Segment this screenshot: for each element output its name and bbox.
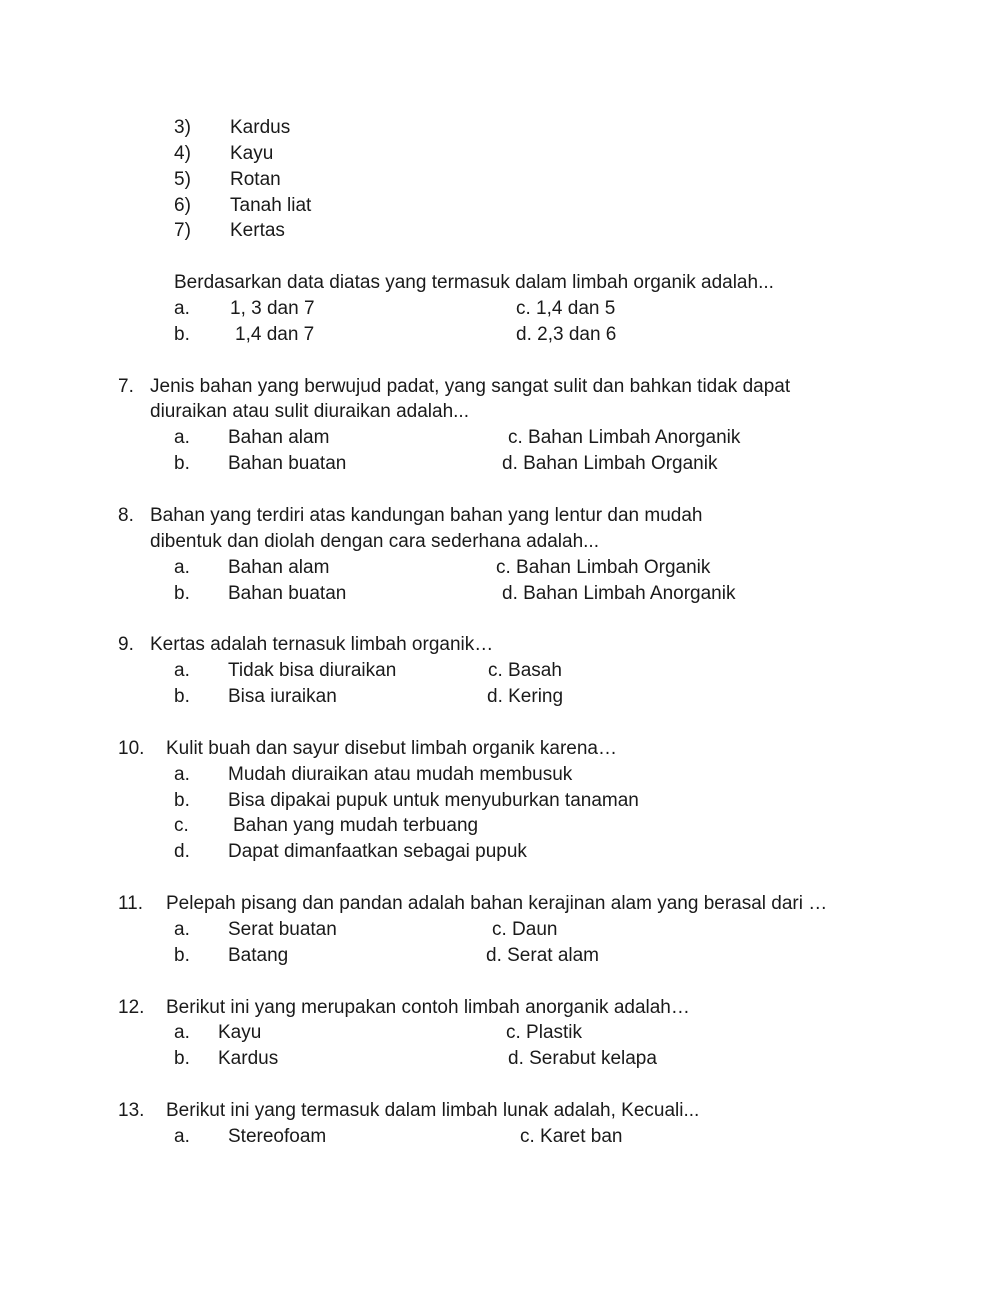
question-stem: Berikut ini yang termasuk dalam limbah lunak adalah, Kecuali... xyxy=(166,1100,700,1121)
option-c: Bahan yang mudah terbuang xyxy=(233,815,479,836)
question-stem: Berikut ini yang merupakan contoh limbah anorganik adalah… xyxy=(166,997,690,1018)
option-c: c. Bahan Limbah Organik xyxy=(496,557,711,578)
option-letter: a. xyxy=(174,1022,190,1043)
option-letter: a. xyxy=(174,427,190,448)
question-number: 7. xyxy=(118,376,134,397)
question-stem: Kulit buah dan sayur disebut limbah organik karena… xyxy=(166,738,617,759)
option-a: Tidak bisa diuraikan xyxy=(228,660,397,681)
option-d: d. Serabut kelapa xyxy=(508,1048,657,1069)
option-b: Bahan buatan xyxy=(228,583,347,604)
option-letter: b. xyxy=(174,686,190,707)
option-letter: a. xyxy=(174,919,190,940)
option-letter: b. xyxy=(174,583,190,604)
question-number: 9. xyxy=(118,634,134,655)
option-letter: a. xyxy=(174,298,190,319)
question-stem: Pelepah pisang dan pandan adalah bahan kerajinan alam yang berasal dari … xyxy=(166,893,828,914)
question-number: 12. xyxy=(118,997,145,1018)
option-d: d. Bahan Limbah Anorganik xyxy=(502,583,736,604)
list-item: Tanah liat xyxy=(230,195,312,216)
option-letter: b. xyxy=(174,945,190,966)
option-b: Batang xyxy=(228,945,289,966)
option-d: d. Serat alam xyxy=(486,945,599,966)
question-number: 10. xyxy=(118,738,145,759)
option-letter: a. xyxy=(174,557,190,578)
list-item: Kardus xyxy=(230,117,291,138)
list-item: Kertas xyxy=(230,220,285,241)
option-c: c. Bahan Limbah Anorganik xyxy=(508,427,741,448)
list-item: Rotan xyxy=(230,169,281,190)
option-a: Serat buatan xyxy=(228,919,337,940)
option-letter: b. xyxy=(174,790,190,811)
option-d: d. 2,3 dan 6 xyxy=(516,324,617,345)
option-d: d. Bahan Limbah Organik xyxy=(502,453,718,474)
option-letter: a. xyxy=(174,764,190,785)
list-item: Kayu xyxy=(230,143,274,164)
option-b: Bisa dipakai pupuk untuk menyuburkan tanaman xyxy=(228,790,639,811)
option-letter: b. xyxy=(174,453,190,474)
option-a: Mudah diuraikan atau mudah membusuk xyxy=(228,764,573,785)
option-b: Bisa iuraikan xyxy=(228,686,337,707)
option-c: c. 1,4 dan 5 xyxy=(516,298,616,319)
question-stem: Bahan yang terdiri atas kandungan bahan yang lentur dan mudah xyxy=(150,505,703,526)
list-number: 6) xyxy=(174,195,191,216)
option-letter: b. xyxy=(174,324,190,345)
option-d: d. Kering xyxy=(487,686,564,707)
question-number: 11. xyxy=(118,893,144,914)
option-a: Stereofoam xyxy=(228,1126,327,1147)
option-a: Bahan alam xyxy=(228,427,330,448)
option-letter: b. xyxy=(174,1048,190,1069)
option-c: c. Basah xyxy=(488,660,562,681)
option-letter: a. xyxy=(174,660,190,681)
question-stem: Berdasarkan data diatas yang termasuk dalam limbah organik adalah... xyxy=(174,272,774,293)
question-stem: Jenis bahan yang berwujud padat, yang sangat sulit dan bahkan tidak dapat xyxy=(150,376,791,397)
option-letter: d. xyxy=(174,841,190,862)
option-a: 1, 3 dan 7 xyxy=(230,298,315,319)
option-c: c. Plastik xyxy=(506,1022,583,1043)
option-d: Dapat dimanfaatkan sebagai pupuk xyxy=(228,841,527,862)
option-c: c. Daun xyxy=(492,919,558,940)
list-number: 3) xyxy=(174,117,191,138)
option-a: Bahan alam xyxy=(228,557,330,578)
list-number: 5) xyxy=(174,169,191,190)
option-b: Bahan buatan xyxy=(228,453,347,474)
question-stem-continued: dibentuk dan diolah dengan cara sederhana adalah... xyxy=(150,531,599,552)
option-b: 1,4 dan 7 xyxy=(235,324,315,345)
question-stem-continued: diuraikan atau sulit diuraikan adalah... xyxy=(150,401,469,422)
option-b: Kardus xyxy=(218,1048,279,1069)
option-letter: c. xyxy=(174,815,189,836)
list-number: 7) xyxy=(174,220,191,241)
option-c: c. Karet ban xyxy=(520,1126,623,1147)
question-stem: Kertas adalah ternasuk limbah organik… xyxy=(150,634,494,655)
option-letter: a. xyxy=(174,1126,190,1147)
list-number: 4) xyxy=(174,143,191,164)
question-number: 13. xyxy=(118,1100,145,1121)
option-a: Kayu xyxy=(218,1022,262,1043)
question-number: 8. xyxy=(118,505,134,526)
